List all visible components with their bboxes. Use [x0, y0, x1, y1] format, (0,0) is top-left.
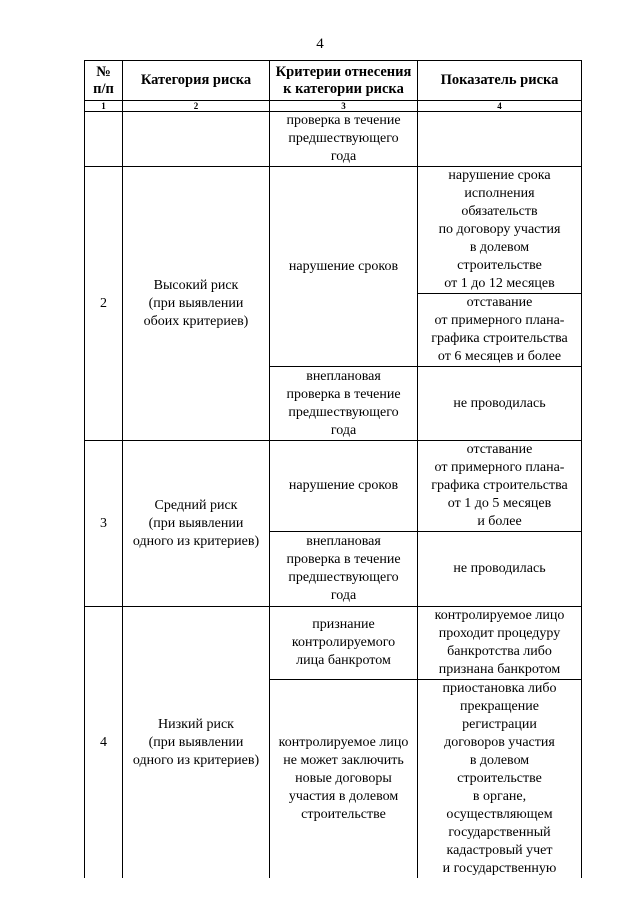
risk-category: Высокий риск (при выявлении обоих критериев) — [123, 167, 270, 441]
row-number: 3 — [85, 441, 123, 607]
indicator-cell: приостановка либо прекращение регистрации договоров участия в долевом строительстве в органе, осуществляющем государственный кадастровый учет и государственную — [418, 680, 582, 879]
column-number-row — [85, 101, 582, 112]
risk-category: Средний риск (при выявлении одного из критериев) — [123, 441, 270, 607]
table-row — [85, 607, 582, 680]
column-number: 4 — [418, 101, 582, 112]
table-row — [85, 167, 582, 294]
criteria-cell: нарушение сроков — [270, 441, 418, 532]
header-indicator: Показатель риска — [418, 61, 582, 101]
header-row — [85, 61, 582, 101]
indicator-cell: отставание от примерного плана- графика строительства от 1 до 5 месяцев и более — [418, 441, 582, 532]
table-row — [85, 441, 582, 532]
column-number: 2 — [123, 101, 270, 112]
criteria-cell: контролируемое лицо не может заключить новые договоры участия в долевом строительстве — [270, 680, 418, 879]
criteria-cell: внеплановая проверка в течение предшествующего года — [270, 367, 418, 441]
cell-empty — [123, 112, 270, 167]
indicator-cell: контролируемое лицо проходит процедуру банкротства либо признана банкротом — [418, 607, 582, 680]
column-number: 3 — [270, 101, 418, 112]
continuation-row — [85, 112, 582, 167]
header-category: Категория риска — [123, 61, 270, 101]
header-number: № п/п — [85, 61, 123, 101]
cell-empty — [85, 112, 123, 167]
indicator-cell: отставание от примерного плана- графика строительства от 6 месяцев и более — [418, 294, 582, 367]
indicator-cell: не проводилась — [418, 367, 582, 441]
column-number: 1 — [85, 101, 123, 112]
header-criteria: Критерии отнесения к категории риска — [270, 61, 418, 101]
row-number: 2 — [85, 167, 123, 441]
criteria-cell: нарушение сроков — [270, 167, 418, 367]
indicator-cell: нарушение срока исполнения обязательств по договору участия в долевом строительстве от 1 до 12 месяцев — [418, 167, 582, 294]
criteria-cell: проверка в течение предшествующего года — [270, 112, 418, 167]
page-number: 4 — [316, 36, 324, 52]
criteria-cell: признание контролируемого лица банкротом — [270, 607, 418, 680]
risk-category: Низкий риск (при выявлении одного из критериев) — [123, 607, 270, 879]
risk-table — [84, 60, 582, 878]
criteria-cell: внеплановая проверка в течение предшествующего года — [270, 532, 418, 607]
indicator-cell — [418, 112, 582, 167]
row-number: 4 — [85, 607, 123, 879]
indicator-cell: не проводилась — [418, 532, 582, 607]
